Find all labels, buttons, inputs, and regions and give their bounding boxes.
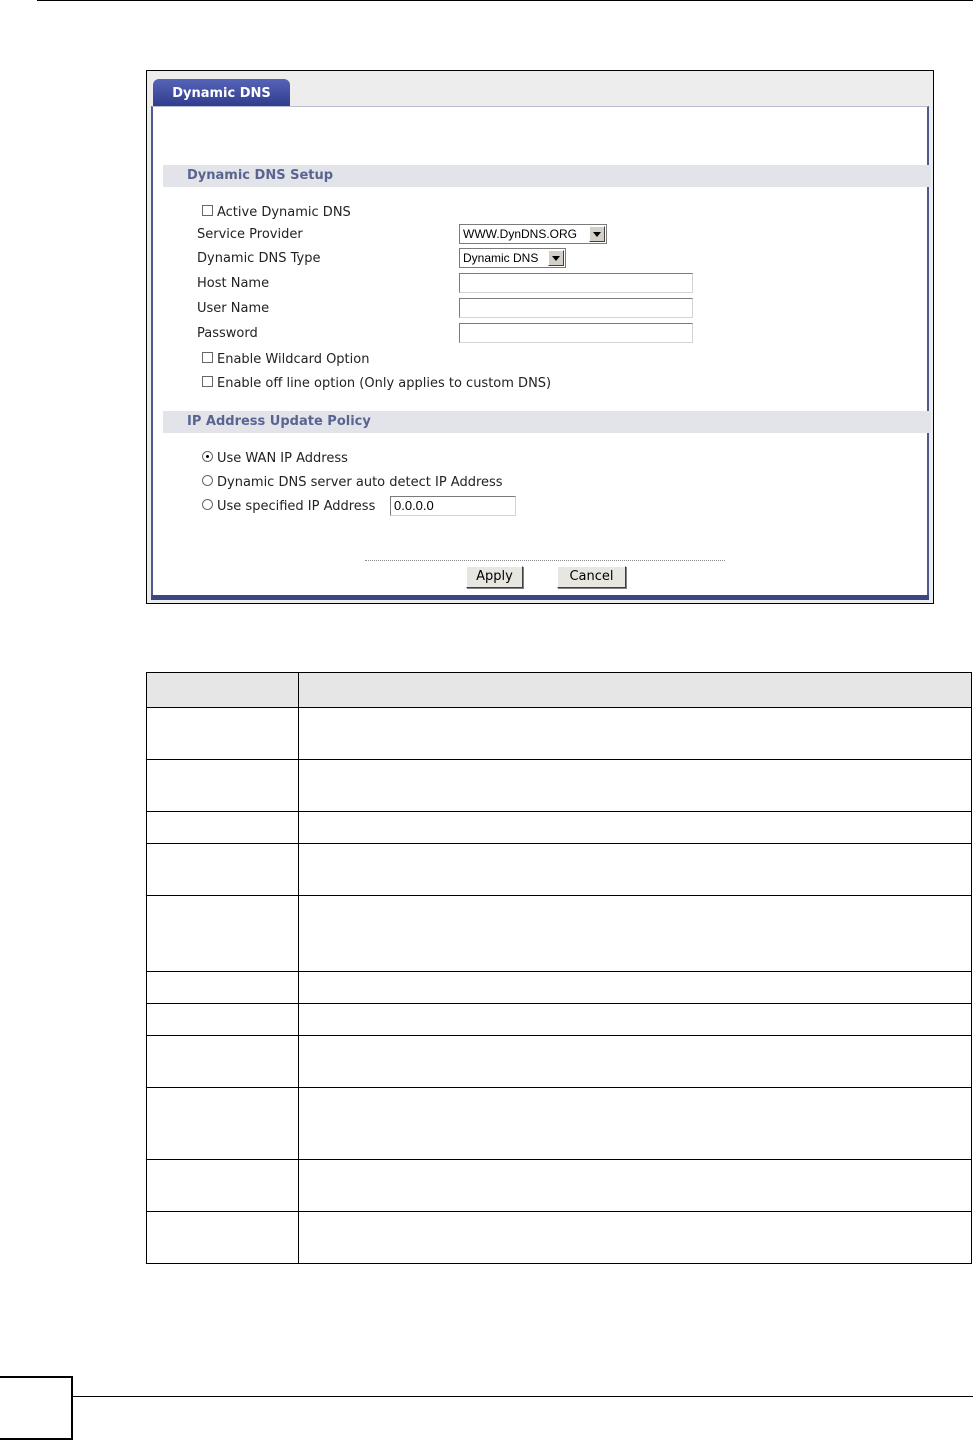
wildcard-label: Enable Wildcard Option [217, 352, 370, 367]
host-name-label: Host Name [197, 276, 270, 291]
user-name-input[interactable] [459, 298, 693, 318]
table-cell [147, 1160, 299, 1212]
table-row [147, 1160, 972, 1212]
page-number-box [0, 1376, 73, 1440]
auto-detect-ip-label: Dynamic DNS server auto detect IP Address [217, 475, 503, 490]
table-header-cell [147, 673, 299, 708]
table-header-row [147, 673, 972, 708]
auto-detect-ip-radio[interactable] [202, 475, 213, 486]
table-row [147, 1088, 972, 1160]
table-row [147, 1036, 972, 1088]
user-name-label: User Name [197, 301, 270, 316]
active-dynamic-dns-checkbox[interactable] [202, 205, 213, 216]
table-cell [299, 812, 972, 844]
apply-button[interactable]: Apply [466, 566, 523, 588]
offline-option-checkbox[interactable] [202, 376, 213, 387]
panel-bottom-bar [151, 595, 929, 600]
button-divider [365, 560, 725, 561]
table-cell [147, 1212, 299, 1264]
cancel-button[interactable]: Cancel [557, 566, 626, 588]
table-cell [299, 1036, 972, 1088]
table-row [147, 1212, 972, 1264]
password-input[interactable] [459, 323, 693, 343]
table-row [147, 1004, 972, 1036]
table-cell [147, 708, 299, 760]
service-provider-label: Service Provider [197, 227, 303, 242]
table-cell [299, 1004, 972, 1036]
table-row [147, 972, 972, 1004]
table-cell [299, 1160, 972, 1212]
table-row [147, 812, 972, 844]
table-cell [147, 812, 299, 844]
footer-rule [73, 1396, 973, 1397]
table-header-cell [299, 673, 972, 708]
table-cell [299, 760, 972, 812]
offline-option-label: Enable off line option (Only applies to custom DNS) [217, 376, 552, 391]
wildcard-checkbox[interactable] [202, 352, 213, 363]
ddns-type-select[interactable] [459, 248, 566, 268]
description-table [146, 672, 972, 1264]
table-row [147, 844, 972, 896]
chevron-down-icon[interactable] [548, 250, 564, 266]
section-dynamic-dns-setup: Dynamic DNS Setup [163, 165, 931, 187]
table-row [147, 760, 972, 812]
table-cell [299, 1088, 972, 1160]
service-provider-value: WWW.DynDNS.ORG [463, 227, 577, 241]
table-cell [299, 844, 972, 896]
table-cell [147, 972, 299, 1004]
chevron-down-icon[interactable] [589, 226, 605, 242]
use-specified-ip-label: Use specified IP Address [217, 499, 376, 514]
top-rule [37, 0, 973, 1]
use-specified-ip-radio[interactable] [202, 499, 213, 510]
table-cell [147, 844, 299, 896]
use-wan-ip-radio[interactable] [202, 451, 213, 462]
use-wan-ip-label: Use WAN IP Address [217, 451, 348, 466]
table-cell [147, 1004, 299, 1036]
table-cell [299, 972, 972, 1004]
ddns-type-value: Dynamic DNS [463, 251, 539, 265]
table-cell [147, 760, 299, 812]
table-cell [147, 1036, 299, 1088]
tab-dynamic-dns[interactable]: Dynamic DNS [153, 79, 290, 108]
table-cell [147, 1088, 299, 1160]
specified-ip-input[interactable]: 0.0.0.0 [390, 496, 516, 516]
table-cell [147, 896, 299, 972]
table-row [147, 708, 972, 760]
password-label: Password [197, 326, 258, 341]
service-provider-select[interactable] [459, 224, 607, 244]
table-cell [299, 896, 972, 972]
active-dynamic-dns-label: Active Dynamic DNS [217, 205, 351, 220]
section-ip-update-policy: IP Address Update Policy [163, 411, 931, 433]
table-row [147, 896, 972, 972]
content-panel [151, 106, 929, 600]
dynamic-dns-screenshot [146, 70, 934, 604]
host-name-input[interactable] [459, 273, 693, 293]
table-cell [299, 1212, 972, 1264]
ddns-type-label: Dynamic DNS Type [197, 251, 321, 266]
table-cell [299, 708, 972, 760]
